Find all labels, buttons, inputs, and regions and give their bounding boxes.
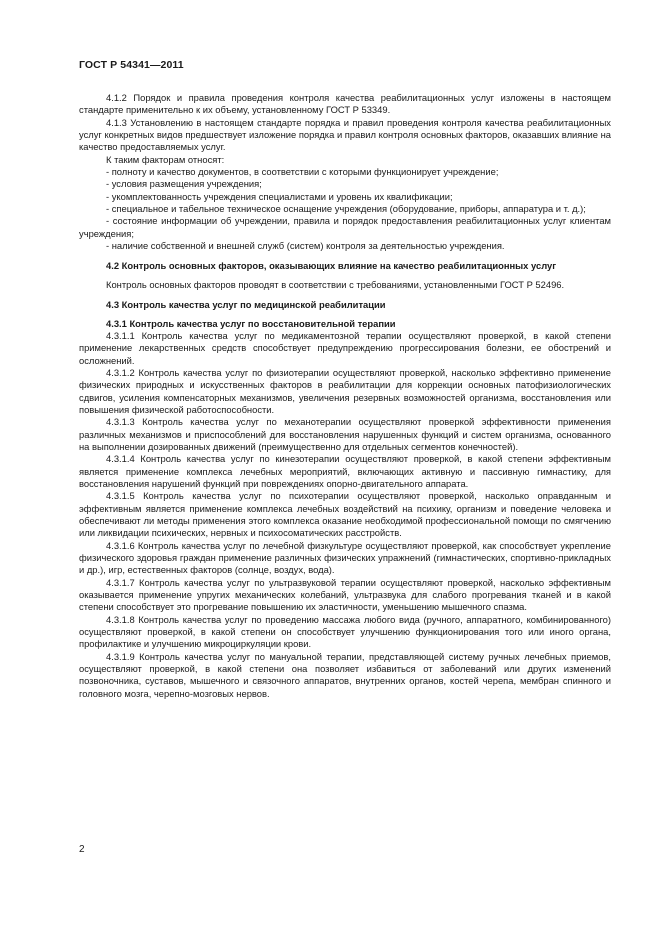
factor-item: - специальное и табельное техническое оснащение учреждения (оборудование, приборы, аппаратура и т. д.);	[106, 203, 586, 215]
section-4-3-1-heading: 4.3.1 Контроль качества услуг по восстановительной терапии	[106, 317, 396, 329]
factor-item: - полноту и качество документов, в соответствии с которыми функционирует учреждение;	[106, 166, 499, 178]
item-4-3-1-1: 4.3.1.1 Контроль качества услуг по медикаментозной терапии осуществляют проверкой, в какой степени применение лекарственных средств способствует предупреждению прогрессирования болезни, ее обострений и осложнений.	[79, 329, 611, 366]
item-4-3-1-4: 4.3.1.4 Контроль качества услуг по кинезотерапии осуществляют проверкой, в какой степени эффективным является применение комплекса лечебных мероприятий, включающих активную и пассивную гимнастику, для восстановления нарушений функций при повреждениях опорно-двигательного аппарата.	[79, 453, 611, 489]
paragraph-4-1-2: 4.1.2 Порядок и правила проведения контроля качества реабилитационных услуг изложены в настоящем стандарте применительно к их объему, установленному ГОСТ Р 53349.	[79, 92, 611, 116]
item-4-3-1-3: 4.3.1.3 Контроль качества услуг по механотерапии осуществляют проверкой эффективности применения различных механизмов и приспособлений для восстановления нарушенных функций и систем организма, основанного на выполнении дозированных движений (преимущественно для отдельных сегментов конечностей).	[79, 416, 611, 452]
section-4-2-heading: 4.2 Контроль основных факторов, оказывающих влияние на качество реабилитационных услуг	[106, 260, 557, 272]
section-4-3-heading: 4.3 Контроль качества услуг по медицинской реабилитации	[106, 299, 386, 311]
item-4-3-1-6: 4.3.1.6 Контроль качества услуг по лечебной физкультуре осуществляют проверкой, как способствует укрепление физического здоровья граждан применение различных физических упражнений (гимнастических, спортивно-прикладных и др.), игр, естественных факторов (солнце, воздух, вода).	[79, 539, 611, 576]
document-header: ГОСТ Р 54341—2011	[79, 59, 184, 71]
document-body	[79, 92, 611, 700]
section-4-2-text: Контроль основных факторов проводят в соответствии с требованиями, установленными ГОСТ Р 52496.	[106, 278, 565, 290]
factors-intro: К таким факторам относят:	[106, 153, 225, 165]
factor-item: - условия размещения учреждения;	[106, 178, 262, 190]
item-4-3-1-9: 4.3.1.9 Контроль качества услуг по мануальной терапии, представляющей систему ручных лечебных приемов, осуществляют проверкой, в какой степени она позволяет избавиться от заболеваний или других изменений позвоночника, суставов, мышечного и связочного аппаратов, внутренних органов, костей черепа, мембран спинного и головного мозга, черепно-мозговых нервов.	[79, 650, 611, 699]
item-4-3-1-7: 4.3.1.7 Контроль качества услуг по ультразвуковой терапии осуществляют проверкой, насколько эффективным оказывается применение упругих механических колебаний, ультразвука для слабого прогревания тканей и в какой степени способствует это прогревание повышению их эластичности, уменьшению мышечного спазма.	[79, 576, 611, 613]
paragraph-4-1-3: 4.1.3 Установлению в настоящем стандарте порядка и правил проведения контроля качества реабилитационных услуг конкретных видов предшествует изложение порядка и правил контроля основных факторов, оказавших влияние на качество предоставляемых услуг.	[79, 116, 611, 153]
item-4-3-1-5: 4.3.1.5 Контроль качества услуг по психотерапии осуществляют проверкой, насколько оправданным и эффективным является применение комплекса лечебных воздействий на психику, организм и поведение человека и обеспечивают ли методы применения этого комплекса оказание необходимой профессиональной помощи по смягчению или ликвидации психических, нервных и психосоматических расстройств.	[79, 490, 611, 539]
factor-item: - состояние информации об учреждении, правила и порядок предоставления реабилитационных услуг клиентам учреждения;	[79, 215, 611, 239]
item-4-3-1-8: 4.3.1.8 Контроль качества услуг по проведению массажа любого вида (ручного, аппаратного, комбинированного) осуществляют проверкой, в какой степени он способствует улучшению функционирования того или иного органа, профилактике и улучшению микроциркуляции крови.	[79, 613, 611, 650]
item-4-3-1-2: 4.3.1.2 Контроль качества услуг по физиотерапии осуществляют проверкой, насколько эффективно применение физических природных и искусственных факторов в реабилитации для коррекции основных патофизиологических сдвигов, усиления компенсаторных механизмов, увеличения резервных возможностей организма, восстановления или повышения физической работоспособности.	[79, 366, 611, 415]
factor-item: - укомплектованность учреждения специалистами и уровень их квалификации;	[106, 190, 453, 202]
page-number: 2	[79, 844, 85, 855]
factor-item: - наличие собственной и внешней служб (систем) контроля за деятельностью учреждения.	[106, 240, 505, 252]
